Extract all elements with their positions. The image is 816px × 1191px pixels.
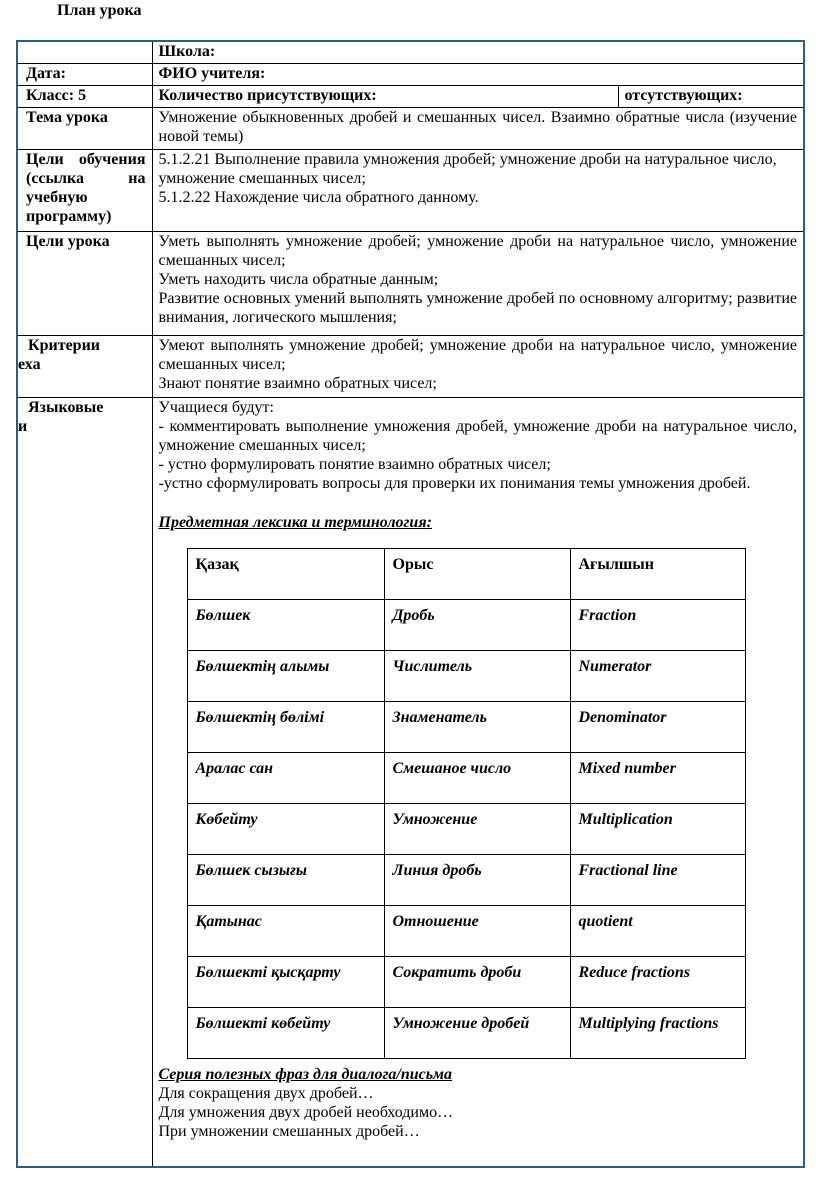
- vocabulary-header-cell: Қазақ: [187, 548, 384, 599]
- vocabulary-cell: Fraction: [570, 599, 745, 650]
- vocabulary-cell: Бөлшекті қысқарту: [187, 956, 384, 1007]
- date-label: Дата:: [17, 63, 152, 85]
- vocabulary-cell: Смешаное число: [384, 752, 570, 803]
- vocabulary-cell: Дробь: [384, 599, 570, 650]
- vocabulary-row: [187, 956, 745, 1007]
- vocabulary-header-cell: Ағылшын: [570, 548, 745, 599]
- language-label: [17, 397, 152, 1167]
- phrase-item: Для умножения двух дробей необходимо…: [158, 1103, 454, 1121]
- present-cell: Количество присутствующих:: [152, 85, 618, 107]
- vocabulary-cell: Бөлшек: [187, 599, 384, 650]
- vocabulary-row: [187, 650, 745, 701]
- vocabulary-row: [187, 1007, 745, 1058]
- vocabulary-cell: Бөлшек сызығы: [187, 854, 384, 905]
- vocabulary-row: [187, 803, 745, 854]
- absent-cell: отсутствующих:: [618, 85, 804, 107]
- vocabulary-cell: Multiplication: [570, 803, 745, 854]
- criteria-item: Знают понятие взаимно обратных чисел;: [158, 374, 437, 392]
- vocabulary-cell: Аралас сан: [187, 752, 384, 803]
- teacher-cell: ФИО учителя:: [152, 63, 804, 85]
- vocabulary-cell: Numerator: [570, 650, 745, 701]
- phrase-item: Для сокращения двух дробей…: [158, 1084, 374, 1102]
- vocabulary-cell: quotient: [570, 905, 745, 956]
- vocabulary-header-cell: Орыс: [384, 548, 570, 599]
- vocabulary-cell: Denominator: [570, 701, 745, 752]
- empty-cell: [17, 41, 152, 63]
- lesson-goals-cell: [152, 231, 804, 335]
- vocabulary-cell: Бөлшектің алымы: [187, 650, 384, 701]
- phrases-heading: Серия полезных фраз для диалога/письма: [158, 1065, 453, 1083]
- vocabulary-row: [187, 905, 745, 956]
- vocabulary-cell: Reduce fractions: [570, 956, 745, 1007]
- goals-cell: [152, 149, 804, 231]
- lesson-goal-item: Уметь выполнять умножение дробей; умножение дроби на натуральное число, умножение смешанных чисел;: [158, 232, 798, 269]
- vocabulary-cell: Multiplying fractions: [570, 1007, 745, 1058]
- lesson-goals-label: Цели урока: [17, 231, 152, 335]
- goal-item: 5.1.2.22 Нахождение числа обратного данному.: [158, 188, 479, 206]
- language-cell: [152, 397, 804, 1167]
- vocabulary-cell: Умножение: [384, 803, 570, 854]
- vocabulary-cell: Mixed number: [570, 752, 745, 803]
- vocabulary-cell: Fractional line: [570, 854, 745, 905]
- criteria-label: [17, 335, 152, 397]
- vocabulary-table: [187, 548, 746, 1059]
- vocabulary-cell: Линия дробь: [384, 854, 570, 905]
- lesson-plan-table: [16, 40, 805, 1168]
- criteria-label-line: Критерии: [28, 336, 101, 354]
- school-cell: Школа:: [152, 41, 804, 63]
- language-intro: Учащиеся будут:: [158, 398, 274, 416]
- lesson-goal-item: Уметь находить числа обратные данным;: [158, 270, 439, 288]
- vocabulary-row: [187, 599, 745, 650]
- vocabulary-row: [187, 701, 745, 752]
- vocabulary-cell: Числитель: [384, 650, 570, 701]
- criteria-item: Умеют выполнять умножение дробей; умножение дроби на натуральное число, умножение смешанных чисел;: [158, 336, 798, 373]
- vocabulary-row: [187, 854, 745, 905]
- vocabulary-cell: Сократить дроби: [384, 956, 570, 1007]
- vocabulary-cell: Умножение дробей: [384, 1007, 570, 1058]
- language-item: -устно сформулировать вопросы для проверки их понимания темы умножения дробей.: [158, 474, 751, 492]
- vocabulary-heading: Предметная лексика и терминология:: [158, 513, 432, 531]
- lesson-goal-item: Развитие основных умений выполнять умножение дробей по основному алгоритму; развитие внимания, логического мышления;: [158, 289, 798, 326]
- vocabulary-cell: Қатынас: [187, 905, 384, 956]
- vocabulary-cell: Бөлшекті көбейту: [187, 1007, 384, 1058]
- page-title: План урока: [57, 2, 142, 19]
- criteria-label-line: еха: [18, 355, 41, 373]
- language-label-line: Языковые: [28, 398, 104, 416]
- language-item: - устно формулировать понятие взаимно обратных чисел;: [158, 455, 551, 473]
- vocabulary-row: [187, 752, 745, 803]
- criteria-cell: [152, 335, 804, 397]
- language-item: - комментировать выполнение умножения дробей, умножение дроби на натуральное число, умножение смешанных чисел;: [158, 417, 798, 454]
- language-label-line: и: [18, 417, 28, 435]
- vocabulary-cell: Көбейту: [187, 803, 384, 854]
- vocabulary-header-row: [187, 548, 745, 599]
- goals-label: Цели обучения (ссылка на учебную программу): [17, 149, 152, 231]
- phrase-item: При умножении смешанных дробей…: [158, 1122, 420, 1140]
- goal-item: 5.1.2.21 Выполнение правила умножения дробей; умножение дроби на натуральное число, умножение смешанных чисел;: [158, 150, 777, 187]
- language-objectives: [159, 398, 798, 493]
- vocabulary-cell: Бөлшектің бөлімі: [187, 701, 384, 752]
- topic-cell: Умножение обыкновенных дробей и смешанных чисел. Взаимно обратные числа (изучение новой темы): [152, 107, 804, 149]
- vocabulary-cell: Отношение: [384, 905, 570, 956]
- class-label: Класс: 5: [17, 85, 152, 107]
- topic-label: Тема урока: [17, 107, 152, 149]
- vocabulary-cell: Знаменатель: [384, 701, 570, 752]
